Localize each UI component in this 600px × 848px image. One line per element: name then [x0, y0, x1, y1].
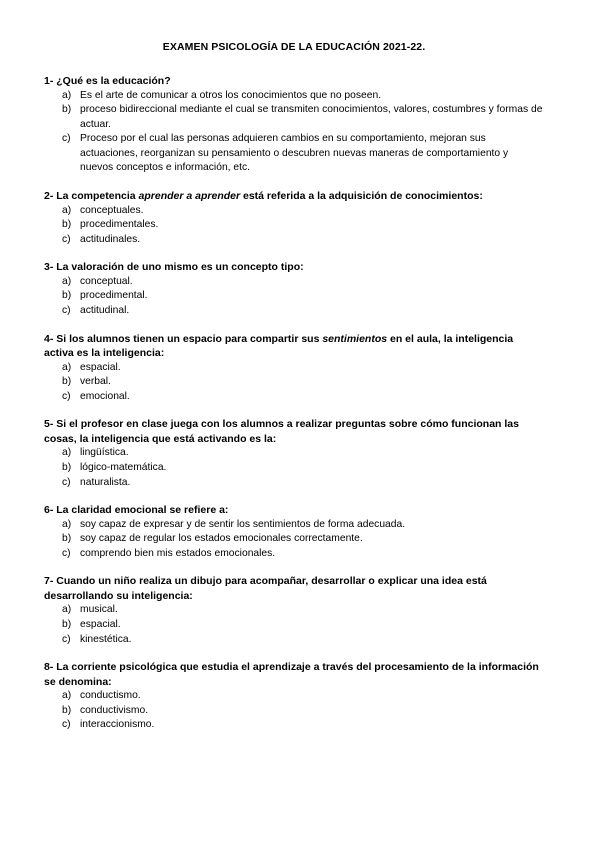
question-text	[44, 417, 544, 446]
answer-option	[44, 476, 544, 491]
answer-options	[44, 518, 544, 562]
option-text: conductivismo.	[80, 704, 149, 716]
answer-option	[44, 204, 544, 219]
option-letter: c)	[62, 233, 71, 245]
question-emphasis: aprender a aprender	[138, 190, 241, 203]
option-text: soy capaz de expresar y de sentir los sentimientos de forma adecuada.	[80, 518, 406, 530]
option-letter: b)	[62, 533, 72, 545]
question-text	[44, 74, 544, 89]
answer-option	[44, 618, 544, 633]
question-1	[44, 74, 544, 176]
answer-options	[44, 689, 544, 733]
option-letter: c)	[62, 547, 71, 559]
answer-option	[44, 461, 544, 476]
option-text: conceptual.	[80, 275, 133, 287]
question-prefix: 3- La valoración de uno mismo es un concepto tipo:	[44, 261, 304, 274]
option-text: espacial.	[80, 361, 121, 373]
question-2	[44, 189, 544, 247]
option-letter: a)	[62, 204, 72, 216]
option-text: espacial.	[80, 619, 121, 631]
option-text: soy capaz de regular los estados emocionales correctamente.	[80, 533, 363, 545]
option-letter: b)	[62, 704, 72, 716]
option-letter: b)	[62, 462, 72, 473]
answer-options	[44, 603, 544, 647]
question-prefix: 1- ¿Qué es la educación?	[44, 75, 171, 87]
question-list	[44, 74, 544, 733]
question-prefix: 4- Si los alumnos tienen un espacio para compartir sus	[44, 332, 323, 345]
option-letter: b)	[62, 219, 72, 231]
option-text: conceptuales.	[80, 204, 144, 216]
answer-option	[44, 289, 544, 304]
option-letter: a)	[62, 518, 72, 530]
option-text: emocional.	[80, 390, 130, 402]
answer-option	[44, 689, 544, 704]
answer-option	[44, 718, 544, 733]
option-text: naturalista.	[80, 476, 131, 488]
option-text: verbal.	[80, 376, 111, 388]
answer-option	[44, 390, 544, 405]
option-text: comprendo bien mis estados emocionales.	[80, 547, 276, 559]
answer-option	[44, 633, 544, 648]
question-text	[44, 503, 544, 518]
answer-option	[44, 89, 544, 104]
question-text	[44, 189, 544, 204]
option-letter: c)	[62, 305, 71, 317]
answer-option	[44, 603, 544, 618]
answer-option	[44, 218, 544, 233]
option-letter: a)	[62, 361, 72, 373]
question-prefix: 6- La claridad emocional se refiere a:	[44, 504, 229, 517]
question-suffix: en el aula, la inteligencia activa es la inteligencia:	[44, 332, 514, 360]
option-letter: b)	[62, 376, 72, 388]
option-text: musical.	[80, 604, 118, 616]
option-letter: a)	[62, 89, 72, 101]
answer-option	[44, 103, 544, 132]
question-3	[44, 260, 544, 318]
answer-option	[44, 233, 544, 248]
option-text: procedimentales.	[80, 219, 159, 231]
option-letter: c)	[62, 133, 71, 145]
option-text: lógico-matemática.	[80, 462, 167, 473]
option-text: actitudinales.	[80, 233, 141, 245]
question-prefix: 2- La competencia	[44, 190, 139, 203]
option-text: interaccionismo.	[80, 719, 155, 731]
answer-option	[44, 704, 544, 719]
answer-option	[44, 132, 544, 176]
question-text	[44, 332, 544, 361]
question-prefix: 7- Cuando un niño realiza un dibujo para acompañar, desarrollar o explicar una idea está desarrollando su inteligencia:	[44, 575, 487, 602]
answer-option	[44, 547, 544, 562]
answer-options	[44, 89, 544, 177]
answer-options	[44, 275, 544, 319]
option-letter: b)	[62, 619, 72, 631]
option-letter: b)	[62, 290, 72, 302]
option-text: kinestética.	[80, 633, 132, 645]
question-4	[44, 332, 544, 405]
option-text: proceso bidireccional mediante el cual se transmiten conocimientos, valores, costumbres y formas de actuar.	[80, 104, 543, 130]
answer-options	[44, 446, 544, 490]
option-text: procedimental.	[80, 290, 148, 302]
question-text	[44, 260, 544, 275]
option-letter: a)	[62, 447, 72, 459]
answer-option	[44, 375, 544, 390]
option-letter: a)	[62, 604, 72, 616]
question-7	[44, 574, 544, 647]
option-letter: b)	[62, 104, 72, 116]
question-5	[44, 417, 544, 490]
answer-option	[44, 518, 544, 533]
answer-option	[44, 275, 544, 290]
answer-options	[44, 204, 544, 248]
option-letter: a)	[62, 690, 72, 702]
option-text: actitudinal.	[80, 305, 130, 317]
option-text: Es el arte de comunicar a otros los conocimientos que no poseen.	[80, 89, 382, 101]
answer-option	[44, 532, 544, 547]
question-prefix: 5- Si el profesor en clase juega con los alumnos a realizar preguntas sobre cómo funcionan las cosas, la inteligencia que está activando es la:	[44, 418, 519, 445]
answer-option	[44, 361, 544, 376]
option-letter: c)	[62, 390, 71, 402]
answer-option	[44, 304, 544, 319]
question-suffix: está referida a la adquisición de conocimientos:	[240, 190, 483, 203]
question-text	[44, 660, 544, 689]
option-text: conductismo.	[80, 690, 141, 702]
question-prefix: 8- La corriente psicológica que estudia el aprendizaje a través del procesamiento de la información se denomina:	[44, 661, 539, 688]
question-emphasis: sentimientos	[322, 332, 388, 345]
option-text: Proceso por el cual las personas adquieren cambios en su comportamiento, mejoran sus actuaciones, reorganizan su pensamiento o descubren nuevas maneras de comportamiento y nuevos conceptos e información, etc.	[80, 133, 509, 174]
question-text	[44, 574, 544, 603]
option-letter: a)	[62, 275, 72, 287]
answer-option	[44, 446, 544, 461]
question-8	[44, 660, 544, 733]
option-letter: c)	[62, 633, 71, 645]
question-6	[44, 503, 544, 561]
option-letter: c)	[62, 476, 71, 488]
option-text: lingüística.	[80, 447, 129, 459]
exam-title: EXAMEN PSICOLOGÍA DE LA EDUCACIÓN 2021-22.	[162, 41, 426, 53]
option-letter: c)	[62, 719, 71, 731]
answer-options	[44, 361, 544, 405]
